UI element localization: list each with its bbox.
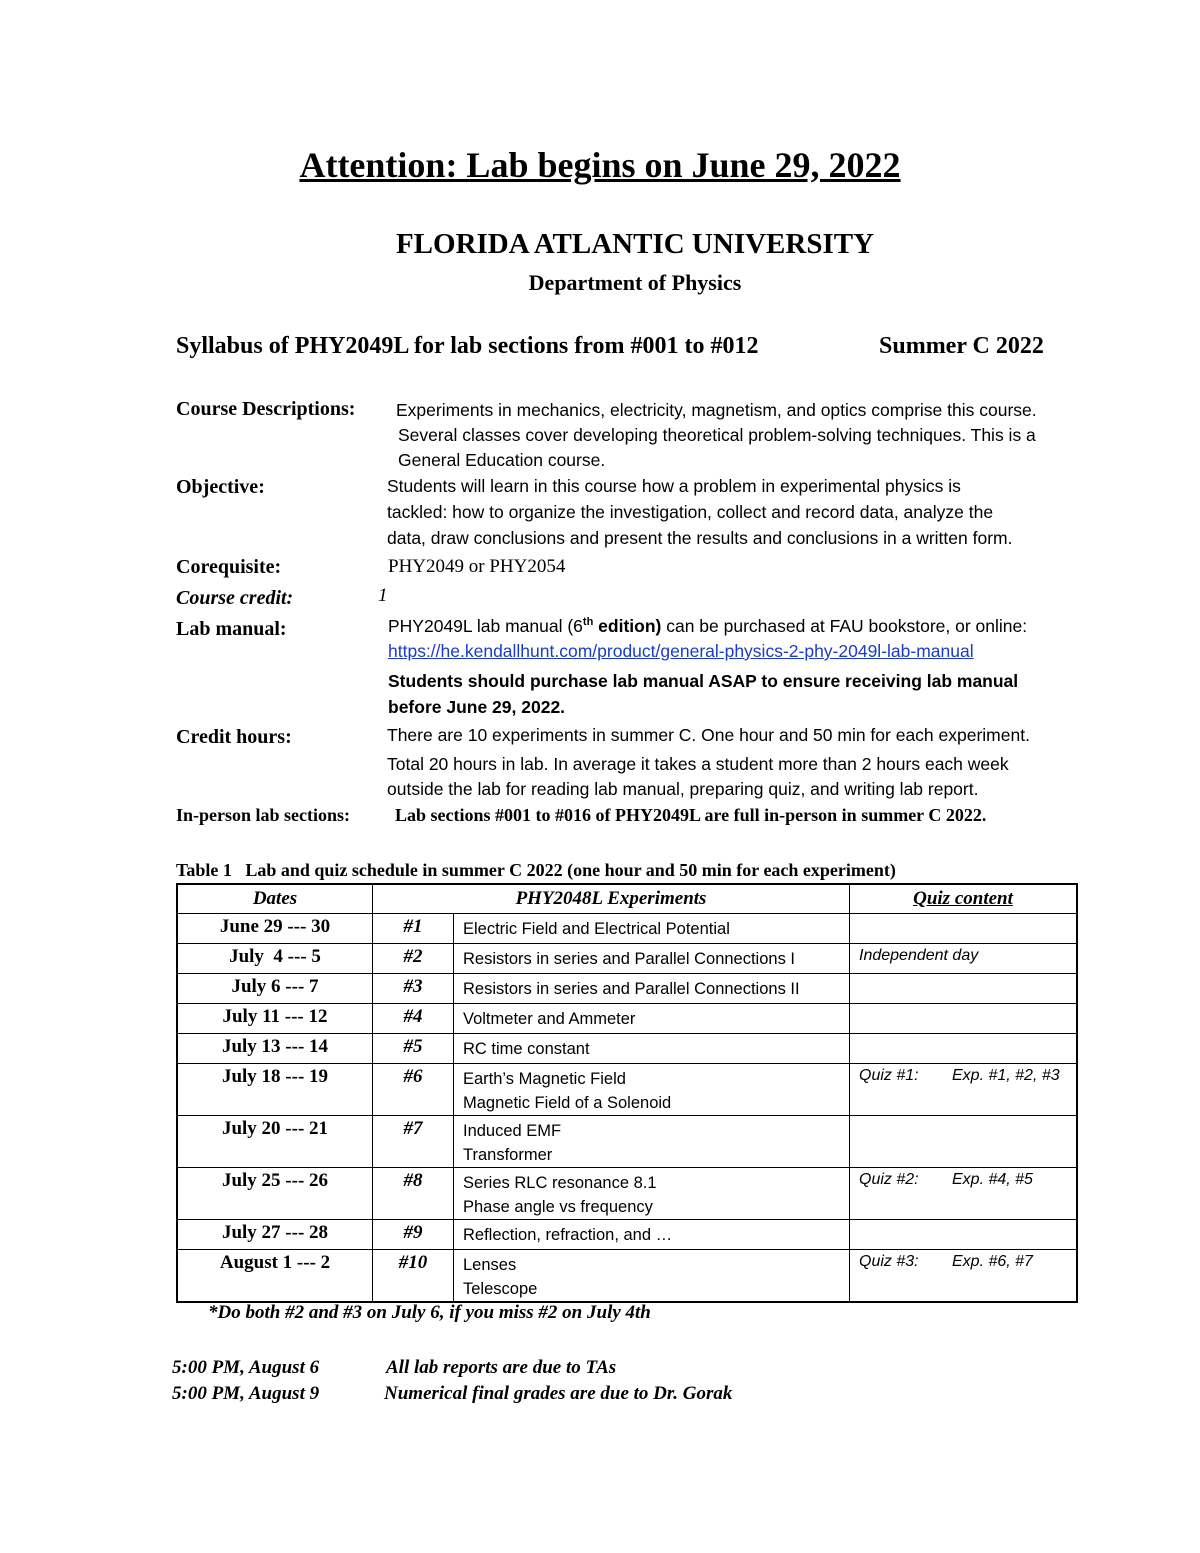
cell-date: July 20 --- 21 — [177, 1116, 373, 1168]
cell-quiz-content — [850, 1004, 1078, 1034]
table-caption: Table 1 Lab and quiz schedule in summer C 2022 (one hour and 50 min for each experiment) — [176, 860, 896, 880]
cell-date: July 11 --- 12 — [177, 1004, 373, 1034]
header-quiz-content: Quiz content — [850, 884, 1078, 914]
cell-experiment-number: #5 — [373, 1034, 454, 1064]
course-descriptions-line-3: General Education course. — [398, 450, 606, 470]
cell-experiment-number: #1 — [373, 914, 454, 944]
in-person-label: In-person lab sections: — [176, 805, 351, 825]
cell-experiment-title — [454, 1220, 850, 1250]
in-person-value: Lab sections #001 to #016 of PHY2049L are full in-person in summer C 2022. — [395, 805, 987, 825]
cell-experiment-number: #9 — [373, 1220, 454, 1250]
experiment-line: Magnetic Field of a Solenoid — [463, 1094, 672, 1112]
lab-manual-note-line-2: before June 29, 2022. — [388, 697, 566, 717]
cell-experiment-number: #7 — [373, 1116, 454, 1168]
lab-manual-text: PHY2049L lab manual (6 — [388, 616, 583, 636]
table-row — [177, 1168, 1077, 1220]
objective-line-3: data, draw conclusions and present the results and conclusions in a written form. — [387, 528, 1013, 548]
experiment-line: Induced EMF — [463, 1122, 562, 1140]
cell-experiment-title — [454, 1034, 850, 1064]
table-row — [177, 1250, 1077, 1303]
experiment-line: Resistors in series and Parallel Connections I — [463, 950, 795, 968]
quiz-entry — [859, 1067, 1076, 1085]
cell-quiz-content — [850, 1220, 1078, 1250]
university-name: FLORIDA ATLANTIC UNIVERSITY — [395, 228, 875, 260]
table-row — [177, 944, 1077, 974]
course-descriptions-line-2: Several classes cover developing theoretical problem-solving techniques. This is a — [398, 425, 1036, 445]
course-descriptions-line-1: Experiments in mechanics, electricity, magnetism, and optics comprise this course. — [396, 400, 1037, 420]
table-row — [177, 974, 1077, 1004]
cell-experiment-title — [454, 1250, 850, 1303]
schedule-table — [176, 883, 1078, 1303]
syllabus-title: Syllabus of PHY2049L for lab sections from #001 to #012 — [176, 333, 759, 359]
course-credit-label: Course credit: — [176, 587, 294, 609]
table-row — [177, 1034, 1077, 1064]
cell-experiment-title — [454, 1064, 850, 1116]
cell-experiment-title — [454, 974, 850, 1004]
experiment-line: Electric Field and Electrical Potential — [463, 920, 730, 938]
table-row — [177, 1004, 1077, 1034]
cell-experiment-number: #8 — [373, 1168, 454, 1220]
cell-quiz-content — [850, 974, 1078, 1004]
lab-manual-sup: th — [582, 616, 594, 629]
deadline-1-what: All lab reports are due to TAs — [386, 1357, 617, 1378]
header-dates: Dates — [177, 884, 373, 914]
cell-date: July 13 --- 14 — [177, 1034, 373, 1064]
cell-date: July 18 --- 19 — [177, 1064, 373, 1116]
cell-experiment-number: #10 — [373, 1250, 454, 1303]
credit-hours-line-2: Total 20 hours in lab. In average it takes a student more than 2 hours each week — [387, 754, 1009, 774]
cell-quiz-content — [850, 944, 1078, 974]
cell-experiment-number: #6 — [373, 1064, 454, 1116]
objective-line-2: tackled: how to organize the investigation, collect and record data, analyze the — [387, 502, 994, 522]
lab-manual-label: Lab manual: — [176, 618, 287, 640]
deadline-2-when: 5:00 PM, August 9 — [172, 1383, 320, 1404]
table-header-row — [177, 884, 1077, 914]
experiment-line: RC time constant — [463, 1040, 590, 1058]
cell-experiment-title — [454, 944, 850, 974]
experiment-line: Transformer — [463, 1146, 553, 1164]
objective-label: Objective: — [176, 476, 265, 498]
quiz-label: Quiz #3: — [859, 1253, 919, 1270]
cell-experiment-number: #2 — [373, 944, 454, 974]
lab-manual-description — [388, 616, 1027, 637]
experiment-line: Series RLC resonance 8.1 — [463, 1174, 657, 1192]
cell-date: August 1 --- 2 — [177, 1250, 373, 1303]
cell-quiz-content — [850, 1250, 1078, 1303]
quiz-entry — [859, 947, 1076, 965]
objective-line-1: Students will learn in this course how a problem in experimental physics is — [387, 476, 961, 496]
quiz-experiments: Exp. #1, #2, #3 — [952, 1067, 1060, 1084]
credit-hours-label: Credit hours: — [176, 726, 292, 748]
quiz-label: Quiz #1: — [859, 1067, 919, 1084]
cell-date: June 29 --- 30 — [177, 914, 373, 944]
quiz-entry — [859, 1253, 1076, 1271]
experiment-line: Resistors in series and Parallel Connections II — [463, 980, 800, 998]
experiment-line: Voltmeter and Ammeter — [463, 1010, 636, 1028]
deadline-1-when: 5:00 PM, August 6 — [172, 1357, 320, 1378]
corequisite-value: PHY2049 or PHY2054 — [388, 556, 566, 577]
cell-experiment-title — [454, 914, 850, 944]
cell-date: July 27 --- 28 — [177, 1220, 373, 1250]
experiment-line: Earth’s Magnetic Field — [463, 1070, 626, 1088]
cell-date: July 25 --- 26 — [177, 1168, 373, 1220]
lab-manual-note-line-1: Students should purchase lab manual ASAP to ensure receiving lab manual — [388, 671, 1019, 691]
cell-experiment-title — [454, 1004, 850, 1034]
cell-quiz-content — [850, 1064, 1078, 1116]
cell-date: July 6 --- 7 — [177, 974, 373, 1004]
cell-quiz-content — [850, 1116, 1078, 1168]
syllabus-term: Summer C 2022 — [879, 333, 1044, 359]
lab-manual-edition: edition) — [593, 616, 662, 636]
lab-manual-purchase-text: can be purchased at FAU bookstore, or online: — [661, 616, 1028, 636]
table-row — [177, 914, 1077, 944]
quiz-entry — [859, 1171, 1076, 1189]
quiz-label: Independent day — [859, 947, 979, 964]
header-experiments: PHY2048L Experiments — [373, 884, 850, 914]
table-row — [177, 1064, 1077, 1116]
course-credit-value: 1 — [378, 585, 388, 606]
cell-date: July 4 --- 5 — [177, 944, 373, 974]
makeup-note: *Do both #2 and #3 on July 6, if you miss #2 on July 4th — [208, 1302, 651, 1323]
quiz-label: Quiz #2: — [859, 1171, 919, 1188]
table-row — [177, 1220, 1077, 1250]
cell-quiz-content — [850, 1034, 1078, 1064]
attention-heading: Attention: Lab begins on June 29, 2022 — [299, 145, 901, 185]
experiment-line: Telescope — [463, 1280, 538, 1298]
corequisite-label: Corequisite: — [176, 556, 282, 578]
lab-manual-link[interactable]: https://he.kendallhunt.com/product/general-physics-2-phy-2049l-lab-manual — [388, 641, 974, 661]
credit-hours-line-1: There are 10 experiments in summer C. One hour and 50 min for each experiment. — [387, 725, 1030, 745]
cell-quiz-content — [850, 914, 1078, 944]
cell-experiment-number: #4 — [373, 1004, 454, 1034]
deadline-2-what: Numerical final grades are due to Dr. Gorak — [384, 1383, 733, 1404]
experiment-line: Reflection, refraction, and … — [463, 1226, 673, 1244]
cell-experiment-title — [454, 1168, 850, 1220]
cell-experiment-number: #3 — [373, 974, 454, 1004]
experiment-line: Phase angle vs frequency — [463, 1198, 653, 1216]
quiz-experiments: Exp. #6, #7 — [952, 1253, 1033, 1270]
cell-quiz-content — [850, 1168, 1078, 1220]
cell-experiment-title — [454, 1116, 850, 1168]
quiz-experiments: Exp. #4, #5 — [952, 1171, 1033, 1188]
table-row — [177, 1116, 1077, 1168]
credit-hours-line-3: outside the lab for reading lab manual, preparing quiz, and writing lab report. — [387, 779, 979, 799]
department-name: Department of Physics — [528, 270, 742, 295]
course-descriptions-label: Course Descriptions: — [176, 398, 356, 420]
experiment-line: Lenses — [463, 1256, 517, 1274]
